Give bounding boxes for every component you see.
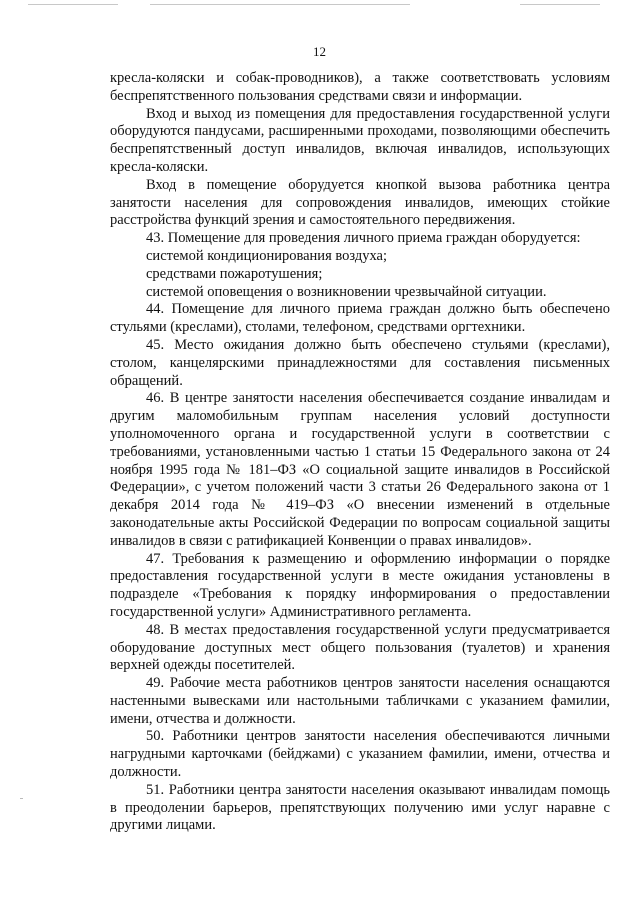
paragraph-clause-46: 46. В центре занятости населения обеспечивается создание инвалидам и другим маломобильным группам населения условий доступности уполномоченного органа и государственной услуги в соответствии с требованиями, установленными частью 1 статьи 15 Федерального закона от 24 ноября 1995 года № 181–ФЗ «О социальной защите инвалидов в Российской Федерации», с учетом положений части 3 статьи 26 Федерального закона от 1 декабря 2014 года № 419–ФЗ «О внесении изменений в отдельные законодательные акты Российской Федерации по вопросам социальной защиты инвалидов в связи с ратификацией Конвенции о правах инвалидов».: [110, 390, 610, 549]
paragraph-clause-49: 49. Рабочие места работников центров занятости населения оснащаются настенными вывесками или настольными табличками с указанием фамилии, имени, отчества и должности.: [110, 675, 610, 727]
paragraph: Вход в помещение оборудуется кнопкой вызова работника центра занятости населения для сопровождения инвалидов, имеющих стойкие расстройства функций зрения и самостоятельного передвижения.: [110, 176, 610, 229]
paragraph-clause-51: 51. Работники центра занятости населения оказывают инвалидам помощь в преодолении барьеров, препятствующих получению ими услуг наравне с другими лицами.: [110, 781, 610, 834]
paragraph: Вход и выход из помещения для предоставления государственной услуги оборудуются пандусами, расширенными проходами, позволяющими обеспечить беспрепятственный доступ инвалидов, включая инвалидов, использующих кресла-коляски.: [110, 105, 610, 175]
list-item: средствами пожаротушения;: [146, 265, 323, 282]
paragraph-clause-48: 48. В местах предоставления государственной услуги предусматривается оборудование доступных мест общего пользования (туалетов) и хранения верхней одежды посетителей.: [110, 621, 610, 674]
paragraph-clause-50: 50. Работники центров занятости населения обеспечиваются личными нагрудными карточками (бейджами) с указанием фамилии, имени, отчества и должности.: [110, 728, 610, 781]
paragraph-clause-43: 43. Помещение для проведения личного приема граждан оборудуется:: [146, 230, 581, 247]
scan-artifact-top-right: [520, 4, 600, 5]
scan-artifact-top-left: [28, 4, 118, 5]
scan-artifact-top-middle: [150, 4, 410, 5]
document-body: [110, 70, 610, 835]
paragraph-clause-45: 45. Место ожидания должно быть обеспечено стульями (креслами), столом, канцелярскими принадлежностями для составления письменных обращений.: [110, 336, 610, 389]
paragraph: кресла-коляски и собак-проводников), а также соответствовать условиям беспрепятственного пользования средствами связи и информации.: [110, 70, 610, 104]
margin-mark: [20, 798, 23, 799]
list-item: системой оповещения о возникновении чрезвычайной ситуации.: [146, 283, 547, 300]
paragraph-clause-47: 47. Требования к размещению и оформлению информации о порядке предоставления государственной услуги в месте ожидания установлены в подразделе «Требования к порядку информирования о предоставлении государственной услуги» Административного регламента.: [110, 550, 610, 620]
list-item: системой кондиционирования воздуха;: [146, 247, 387, 264]
paragraph-clause-44: 44. Помещение для личного приема граждан должно быть обеспечено стульями (креслами), столами, телефоном, средствами оргтехники.: [110, 301, 610, 336]
page-number: 12: [313, 44, 326, 59]
